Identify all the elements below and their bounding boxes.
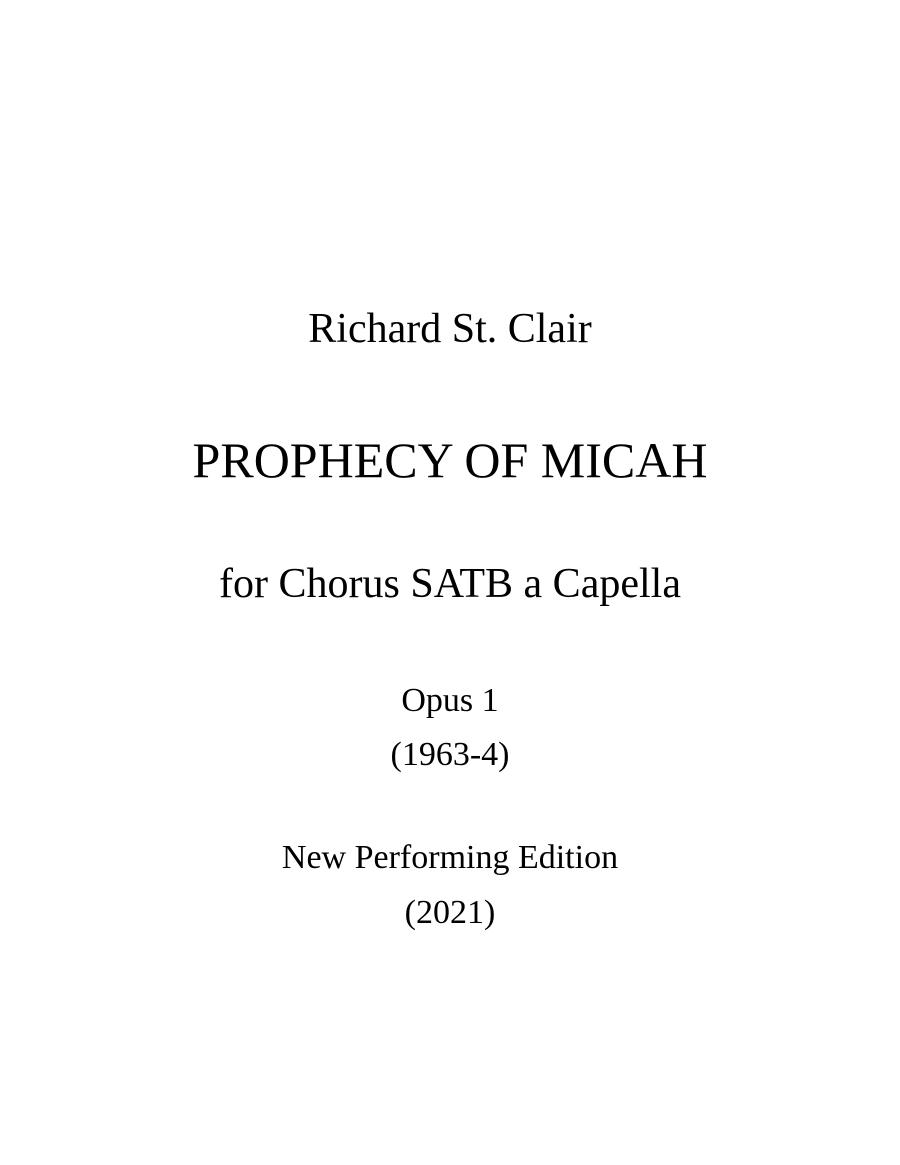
composition-years: (1963-4) <box>390 736 510 773</box>
composer-name: Richard St. Clair <box>308 306 592 352</box>
scoring-subtitle: for Chorus SATB a Capella <box>219 561 681 607</box>
work-title: PROPHECY OF MICAH <box>192 432 708 488</box>
opus-number: Opus 1 <box>401 682 499 719</box>
edition-year: (2021) <box>404 894 496 931</box>
edition-label: New Performing Edition <box>281 839 619 876</box>
